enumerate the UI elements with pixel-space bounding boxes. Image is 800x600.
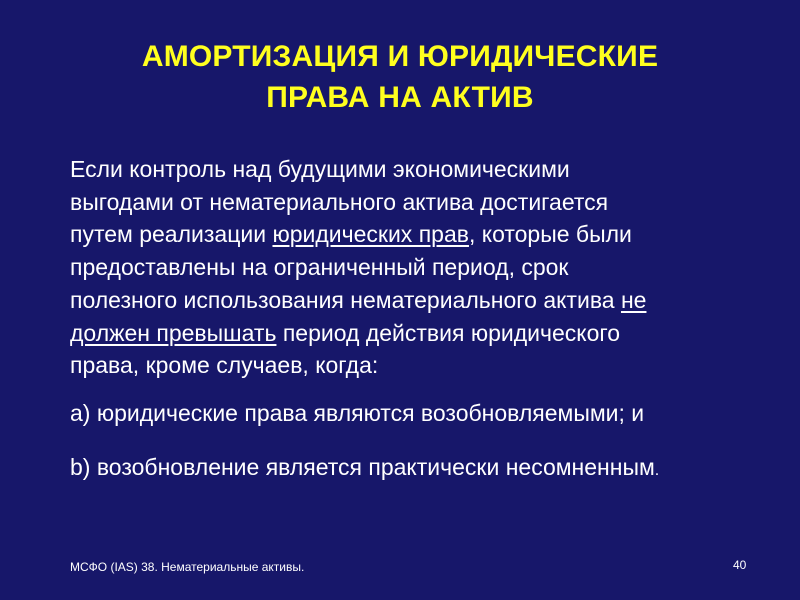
paragraph-line	[70, 317, 760, 350]
underlined-must-exceed: должен превышать	[70, 319, 277, 346]
list-item-b-period: .	[654, 461, 660, 479]
slide-body	[70, 153, 760, 487]
paragraph-line: права, кроме случаев, когда:	[70, 352, 379, 379]
paragraph-line: Если контроль над будущими экономическими	[70, 156, 570, 182]
list-item-a: a) юридические права являются возобновляемыми; и	[70, 399, 645, 426]
paragraph-text: , которые были	[468, 221, 632, 248]
slide-title	[0, 36, 800, 118]
paragraph-text: полезного использования нематериального актива	[70, 286, 621, 313]
main-paragraph	[70, 153, 760, 382]
paragraph-text: период действия юридического	[276, 319, 621, 346]
list-item-b-text: b) возобновление является практически несомненным	[70, 453, 655, 480]
underlined-not: не	[620, 286, 647, 313]
title-line-1: АМОРТИЗАЦИЯ И ЮРИДИЧЕСКИЕ	[141, 40, 659, 73]
paragraph-line: предоставлены на ограниченный период, срок	[70, 254, 569, 281]
list-item-b	[70, 451, 760, 488]
paragraph-line: выгодами от нематериального актива достигается	[70, 188, 609, 215]
paragraph-line	[70, 218, 760, 251]
title-line-2: ПРАВА НА АКТИВ	[266, 81, 534, 114]
paragraph-text: путем реализации	[70, 221, 273, 248]
paragraph-line	[70, 284, 760, 317]
underlined-legal-rights: юридических прав	[272, 221, 469, 248]
page-number: 40	[733, 558, 747, 572]
slide-footer: МСФО (IAS) 38. Нематериальные активы.	[70, 560, 305, 574]
